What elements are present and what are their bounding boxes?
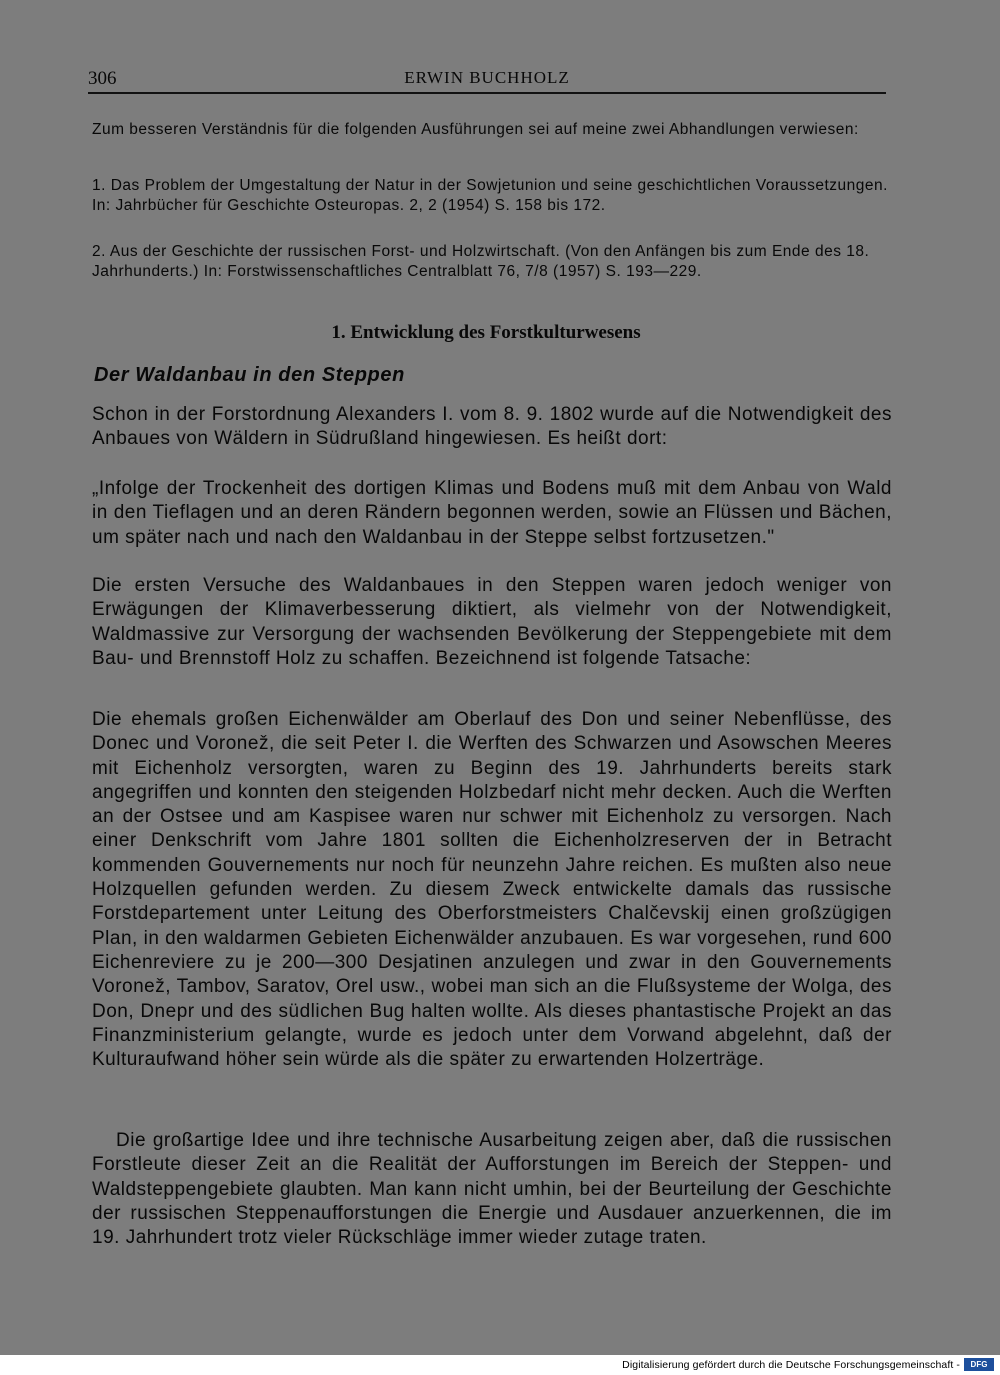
note-reference-2: 2. Aus der Geschichte der russischen Forst- und Holzwirtschaft. (Von den Anfängen bis zum Ende des 18. Jahrhunderts.) In: Forstwissenschaftliches Centralblatt 76, 7/8 (1957) S. 193—229. — [92, 243, 870, 280]
paragraph-4: Die großartige Idee und ihre technische Ausarbeitung zeigen aber, daß die russischen Forstleute dieser Zeit an die Realität der Aufforstungen im Bereich der Steppen- und Waldsteppengebiete glaubten. Man kann nicht umhin, bei der Beurteilung der Geschichte der russischen Steppenaufforstungen die Energie und Ausdauer anzuerkennen, die im 19. Jahrhundert trotz vieler Rückschläge immer wieder zutage traten. — [92, 1130, 892, 1249]
paragraph-3: Die ehemals großen Eichenwälder am Oberlauf des Don und seiner Nebenflüsse, des Donec und Voronež, die seit Peter I. die Werften des Schwarzen und Asowschen Meeres mit Eichenholz versorgten, waren zu Beginn des 19. Jahrhunderts bereits stark angegriffen und konnten den steigenden Holzbedarf nicht mehr decken. Auch die Werften an der Ostsee und am Kaspisee waren nur schwer mit Eichenholz zu versorgen. Nach einer Denkschrift vom Jahre 1801 sollten die Eichenholzreserven der in Betracht kommenden Gouvernements nur noch für neunzehn Jahre reichen. Es mußten also neue Holzquellen gefunden werden. Zu diesem Zweck entwickelte damals das russische Forstdepartement unter Leitung des Oberforstmeisters Chalčevskij einen großzügigen Plan, in den waldarmen Gebieten Eichenwälder anzubauen. Es war vorgesehen, rund 600 Eichenreviere zu je 200—300 Desjatinen anzulegen und zwar in den Gouvernements Voronež, Tambov, Saratov, Orel usw., wobei man sich an die Flußsysteme der Wolga, des Don, Dnepr und des südlichen Bug halten wollte. Als dieses phantastische Projekt an das Finanzministerium gelangte, wurde es jedoch unter dem Vorwand abgelehnt, daß der Kulturaufwand höher sein würde als die später zu erwartenden Holzerträge. — [92, 709, 892, 1071]
paragraph-1: Schon in der Forstordnung Alexanders I. vom 8. 9. 1802 wurde auf die Notwendigkeit des Anbaues von Wäldern in Südrußland hingewiesen. Es heißt dort: — [92, 404, 892, 450]
section-title: 1. Entwicklung des Forstkulturwesens — [331, 322, 641, 343]
footer-credit: Digitalisierung gefördert durch die Deutsche Forschungsgemeinschaft - — [622, 1359, 960, 1371]
dfg-logo: DFG — [964, 1358, 994, 1371]
note-reference-1: 1. Das Problem der Umgestaltung der Natur in der Sowjetunion und seine geschichtlichen Voraussetzungen. In: Jahrbücher für Geschichte Osteuropas. 2, 2 (1954) S. 158 bis 172. — [92, 177, 888, 214]
running-head: ERWIN BUCHHOLZ — [404, 68, 570, 87]
paragraph-2: Die ersten Versuche des Waldanbaues in den Steppen waren jedoch weniger von Erwägungen der Klimaverbesserung diktiert, als vielmehr von der Notwendigkeit, Waldmassive zur Versorgung der wachsenden Bevölkerung der Steppengebiete mit dem Bau- und Brennstoff Holz zu schaffen. Bezeichnend ist folgende Tatsache: — [92, 575, 892, 669]
page-number: 306 — [88, 68, 117, 89]
page-header — [88, 66, 886, 94]
section-subtitle: Der Waldanbau in den Steppen — [94, 364, 405, 386]
paragraph-quote: „Infolge der Trockenheit des dortigen Klimas und Bodens muß mit dem Anbau von Wald in den Tieflagen und an deren Rändern begonnen werden, sowie an Flüssen und Bächen, um später nach und nach den Waldanbau in der Steppe selbst fortzusetzen." — [92, 478, 892, 548]
note-intro: Zum besseren Verständnis für die folgenden Ausführungen sei auf meine zwei Abhandlungen verwiesen: — [92, 121, 859, 138]
digitization-footer — [0, 1355, 1000, 1375]
